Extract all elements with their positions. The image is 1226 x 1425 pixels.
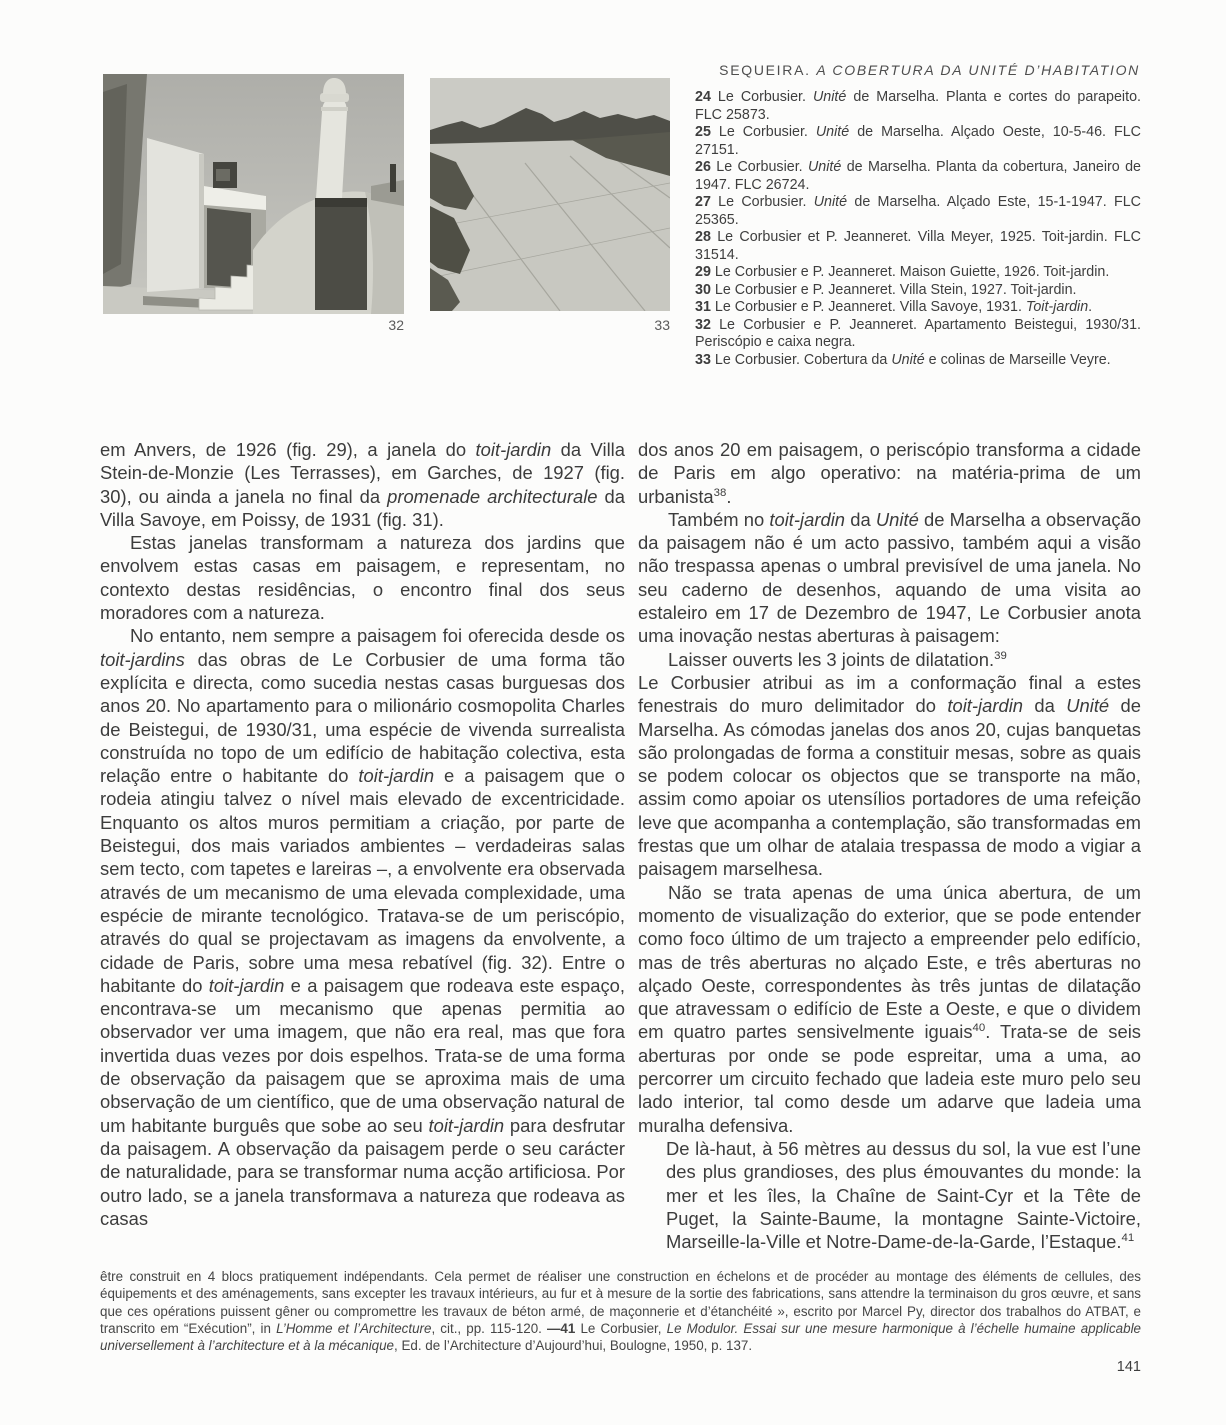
caption-item: 29 Le Corbusier e P. Jeanneret. Maison Guiette, 1926. Toit-jardin.	[695, 264, 1110, 280]
paragraph: Estas janelas transformam a natureza dos jardins que envolvem estas casas em paisagem, e representam, no contexto destas residências, o encontro final dos seus moradores com a natureza.	[100, 532, 625, 624]
figure-32-photo	[103, 74, 404, 314]
paragraph: Laisser ouverts les 3 joints de dilatation.$^{39}$	[668, 648, 1007, 670]
paragraph: De là-haut, à 56 mètres au dessus du sol, la vue est l’une des plus grandioses, des plus émouvantes du monde: la mer et les îles, la Chaîne de Saint-Cyr et la Tête de Puget, la Sainte-Baume, la montagne Sainte-Victoire, Marseille-la-Ville et Notre-Dame-de-la-Garde, l’Estaque.$^{41}$	[666, 1137, 1141, 1253]
running-head: SEQUEIRA. A COBERTURA DA UNITÉ D’HABITATION	[719, 62, 1140, 78]
paragraph: em Anvers, de 1926 (fig. 29), a janela do toit-jardin da Villa Stein-de-Monzie (Les Terrasses), em Garches, de 1927 (fig. 30), ou ainda a janela no final da promenade architecturale da Villa Savoye, em Poissy, de 1931 (fig. 31).	[100, 439, 625, 530]
column-left	[100, 438, 625, 1230]
caption-item: 33 Le Corbusier. Cobertura da Unité e colinas de Marseille Veyre.	[695, 351, 1111, 368]
footnote: être construit en 4 blocs pratiquement indépendants. Cela permet de réaliser une construction en échelons et de procéder au montage des éléments de cellules, des équipements et des aménagements, sans excepter les travaux intérieurs, au fur et à mesure de la sortie des fabrications, sans attendre la terminaison du gros œuvre, et sans que ces opérations puissent gêner ou compromettre les travaux de béton armé, de maçonnerie et d’étanchéité », escrito por Marcel Py, director dos trabalhos do ATBAT, e transcrito em “Exécution”, in L’Homme et l’Architecture, cit., pp. 115-120. —41 Le Corbusier, Le Modulor. Essai sur une mesure harmonique à l’échelle humaine applicable universellement à l’architecture et à la mécanique, Ed. de l’Architecture d’Aujourd’hui, Boulogne, 1950, p. 137.	[100, 1269, 1142, 1354]
figure-32-label: 32	[388, 317, 404, 333]
figure-33-photo	[430, 78, 670, 311]
caption-item: 31 Le Corbusier e P. Jeanneret. Villa Savoye, 1931. Toit-jardin.	[695, 299, 1093, 315]
page-number: 141	[1116, 1359, 1141, 1375]
paragraph: Não se trata apenas de uma única abertura, de um momento de visualização do exterior, que se pode entender como foco último de um trajecto a empreender pelo edifício, mas de três aberturas no alçado Este, e três aberturas no alçado Oeste, correspondentes às três juntas de dilatação que atravessam o edifício de Este a Oeste, e que o dividem em quatro partes sensivelmente iguais$^{40}$. Trata-se de seis aberturas por onde se pode espreitar, uma a uma, ao percorrer um circuito fechado que ladeia este muro pelo seu lado interior, tal como desde um adarve que ladeia uma muralha defensiva.	[638, 881, 1141, 1136]
paragraph: dos anos 20 em paisagem, o periscópio transforma a cidade de Paris em algo operativo: na matéria-prima de um urbanista$^{38}$.	[638, 439, 1141, 507]
caption-item: 24 Le Corbusier. Unité de Marselha. Planta e cortes do parapeito. FLC 25873.	[695, 89, 1141, 123]
paragraph: No entanto, nem sempre a paisagem foi oferecida desde os toit-jardins das obras de Le Corbusier de uma forma tão explícita e directa, como sucedia nestas casas burguesas dos anos 20. No apartamento para o milionário cosmopolita Charles de Beistegui, de 1930/31, uma espécie de vivenda surrealista construída no topo de um edifício de habitação colectiva, esta relação entre o habitante do toit-jardin e a paisagem que o rodeia atingiu talvez o nível mais elevado de excentricidade. Enquanto os altos muros permitiam a criação, por parte de Beistegui, dos mais variados ambientes – verdadeiras salas sem tecto, com tapetes e lareiras –, a envolvente era observada através de um mecanismo de uma elevada complexidade, uma espécie de mirante tecnológico. Tratava-se de um periscópio, através do qual se projectavam as imagens da envolvente, a cidade de Paris, sobre uma mesa rebatível (fig. 32). Entre o habitante do toit-jardin e a paisagem que rodeava este espaço, encontrava-se um mecanismo que apenas permitia ao observador ver uma imagem, que não era real, mas que fora invertida duas vezes por dois espelhos. Trata-se de uma forma de observação da paisagem que se aproxima mais de uma observação de um científico, que de uma observação natural de um habitante burguês que sobe ao seu toit-jardin para desfrutar da paisagem. A observação da paisagem perde o seu carácter de naturalidade, para se transformar numa acção artificiosa. Por outro lado, se a janela transformava a natureza que rodeava as casas	[100, 625, 625, 1229]
caption-item: 26 Le Corbusier. Unité de Marselha. Planta da cobertura, Janeiro de 1947. FLC 26724.	[695, 159, 1141, 193]
paragraph: Também no toit-jardin da Unité de Marselha a observação da paisagem não é um acto passivo, também aqui a visão não trespassa apenas o umbral previsível de uma janela. No seu caderno de desenhos, aquando de uma visita ao estaleiro em 17 de Dezembro de 1947, Le Corbusier anota uma inovação nestas aberturas à paisagem:	[638, 508, 1141, 647]
caption-item: 30 Le Corbusier e P. Jeanneret. Villa Stein, 1927. Toit-jardin.	[695, 281, 1077, 298]
caption-item: 28 Le Corbusier et P. Jeanneret. Villa Meyer, 1925. Toit-jardin. FLC 31514.	[695, 229, 1141, 263]
paragraph: Le Corbusier atribui as im a conformação final a estes fenestrais do muro delimitador do toit-jardin da Unité de Marselha. As cómodas janelas dos anos 20, cujas banquetas são prolongadas de forma a constituir mesas, sobre as quais se podem colocar os objectos que se transporte na mão, assim como apoiar os utensílios portadores de uma refeição leve que acompanha a contemplação, são transformadas em frestas que um olhar de atalaia trespassa de modo a vigiar a paisagem marselhesa.	[638, 671, 1141, 880]
figure-33-label: 33	[654, 317, 670, 333]
caption-item: 32 Le Corbusier e P. Jeanneret. Apartamento Beistegui, 1930/31. Periscópio e caixa negra.	[695, 316, 1141, 350]
caption-item: 25 Le Corbusier. Unité de Marselha. Alçado Oeste, 10-5-46. FLC 27151.	[695, 124, 1141, 158]
figure-caption-list	[695, 89, 1141, 369]
column-right	[638, 438, 1141, 1253]
caption-item: 27 Le Corbusier. Unité de Marselha. Alçado Este, 15-1-1947. FLC 25365.	[695, 194, 1141, 228]
